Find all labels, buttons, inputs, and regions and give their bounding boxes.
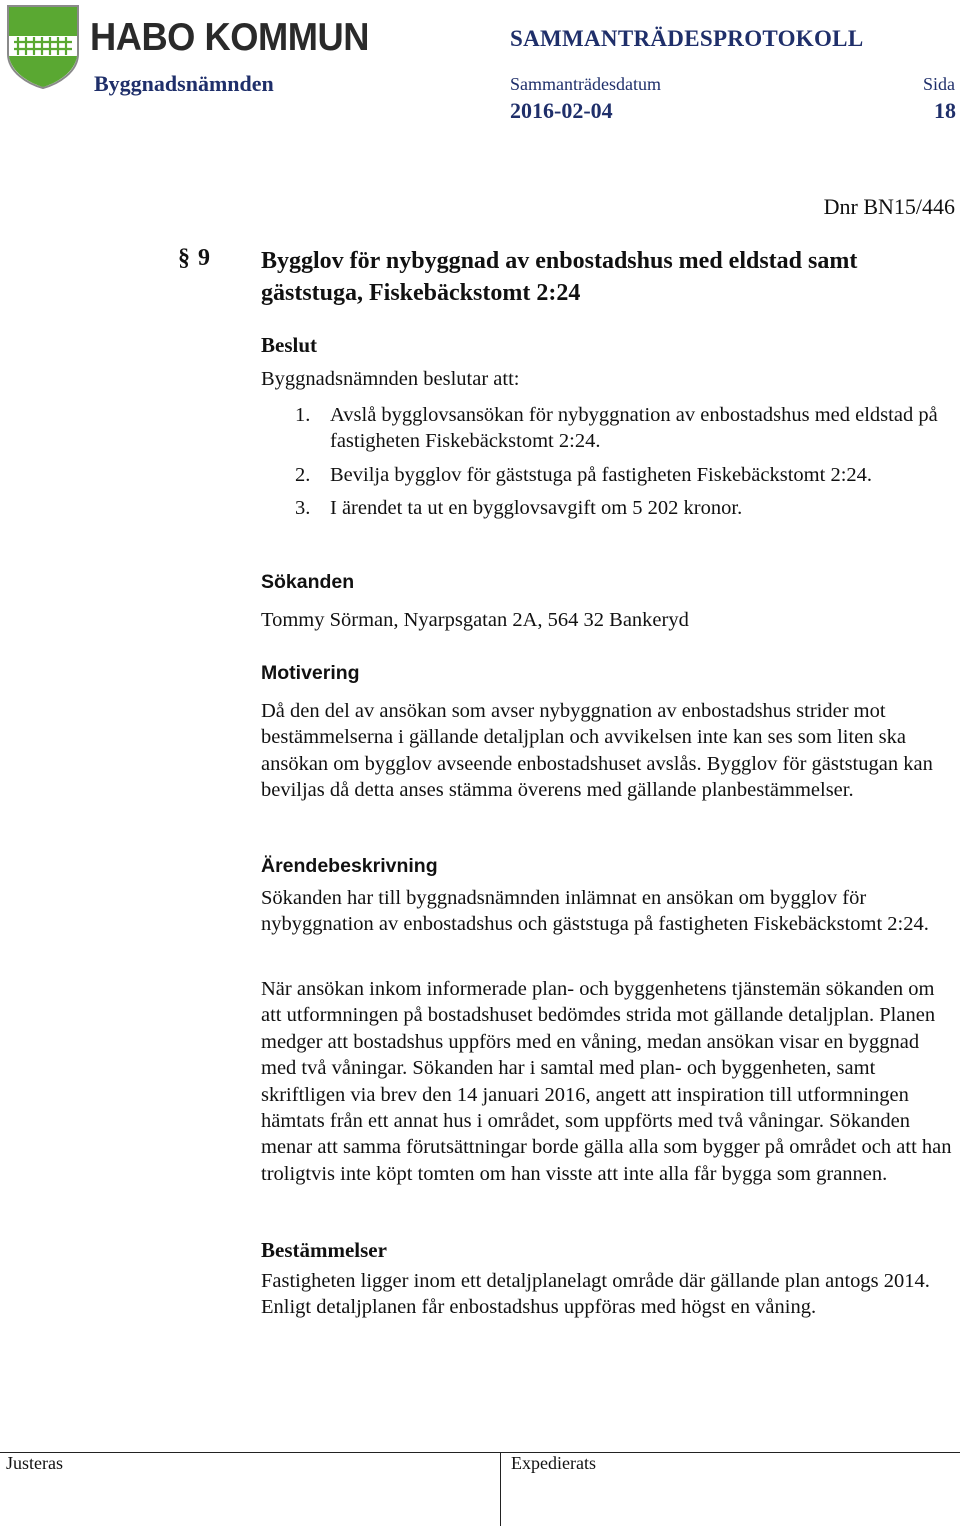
section-sign: § — [178, 245, 190, 271]
decision-list — [261, 402, 951, 529]
decision-heading: Beslut — [261, 333, 318, 357]
applicant-text: Tommy Sörman, Nyarpsgatan 2A, 564 32 Bankeryd — [261, 609, 689, 631]
regulations-heading: Bestämmelser — [261, 1238, 387, 1262]
regulations-text: Fastigheten ligger inom ett detaljplanelagt område där gällande plan antogs 2014. Enligt detaljplanen får enbostadshus uppföras med högst en våning. — [261, 1270, 930, 1319]
case-description-paragraph-2: När ansökan inkom informerade plan- och byggenhetens tjänstemän sökanden om att utformningen på bostadshuset bedömdes strida mot gällande detaljplan. Planen medger att bostadshus uppförs med en våning, medan ansökan visar en byggnad med två våningar. Sökanden har i samtal med plan- och byggenheten, samt skriftligen via brev den 14 januari 2016, angett att inspiration till utformningen hämtats från ett annat hus i området, som uppförts med två våningar. Sökanden menar att samma förutsättningar borde gälla alla som bygger på området och att han troligtvis inte köpt tomten om han visste att inte alla får bygga som grannen. — [261, 978, 952, 1185]
decision-item-text: I ärendet ta ut en bygglovsavgift om 5 202 kronor. — [330, 497, 743, 520]
decision-item-number: 1. — [295, 404, 311, 426]
motivation-heading: Motivering — [261, 662, 360, 684]
motivation-text: Då den del av ansökan som avser nybyggnation av enbostadshus strider mot bestämmelserna i gällande detaljplan och avvikelsen inte kan ses som liten ska ansökan om bygglov avseende enbostadshuset avslås. Bygglov för gäststugan kan beviljas då detta anses stämma överens med gällande planbestämmelser. — [261, 700, 933, 802]
organization-name: HABO KOMMUN — [90, 16, 369, 59]
decision-item-text: Avslå bygglovsansökan för nybyggnation av enbostadshus med eldstad på fastigheten Fiskebäckstomt 2:24. — [330, 404, 938, 453]
decision-item-number: 2. — [295, 463, 311, 486]
page-number: 18 — [934, 98, 956, 123]
decision-item — [261, 462, 951, 488]
document-type: SAMMANTRÄDESPROTOKOLL — [510, 26, 864, 51]
footer-adjusted-label: Justeras — [6, 1453, 63, 1473]
decision-item-text: Bevilja bygglov för gäststuga på fastigheten Fiskebäckstomt 2:24. — [330, 463, 873, 486]
decision-item — [261, 402, 951, 455]
meeting-date-label: Sammanträdesdatum — [510, 74, 661, 94]
section-title: Bygglov för nybyggnad av enbostadshus med eldstad samt gäststuga, Fiskebäckstomt 2:24 — [261, 248, 858, 306]
decision-item-number: 3. — [295, 497, 311, 520]
footer-dispatched-label: Expedierats — [511, 1453, 596, 1473]
decision-intro: Byggnadsnämnden beslutar att: — [261, 368, 520, 390]
footer-column-divider — [500, 1452, 501, 1526]
case-description-heading: Ärendebeskrivning — [261, 855, 438, 877]
committee-name: Byggnadsnämnden — [94, 71, 274, 96]
habo-kommun-logo-icon — [6, 4, 80, 90]
page-label: Sida — [922, 74, 955, 94]
applicant-heading: Sökanden — [261, 571, 355, 593]
case-number: Dnr BN15/446 — [823, 194, 955, 219]
decision-item — [261, 495, 951, 521]
case-description-paragraph-1: Sökanden har till byggnadsnämnden inlämnat en ansökan om bygglov för nybyggnation av enbostadshus och gäststuga på fastigheten Fiskebäckstomt 2:24. — [261, 887, 929, 936]
footer-divider-line — [0, 1452, 960, 1453]
meeting-date-value: 2016-02-04 — [510, 98, 613, 123]
section-number: 9 — [198, 245, 210, 271]
